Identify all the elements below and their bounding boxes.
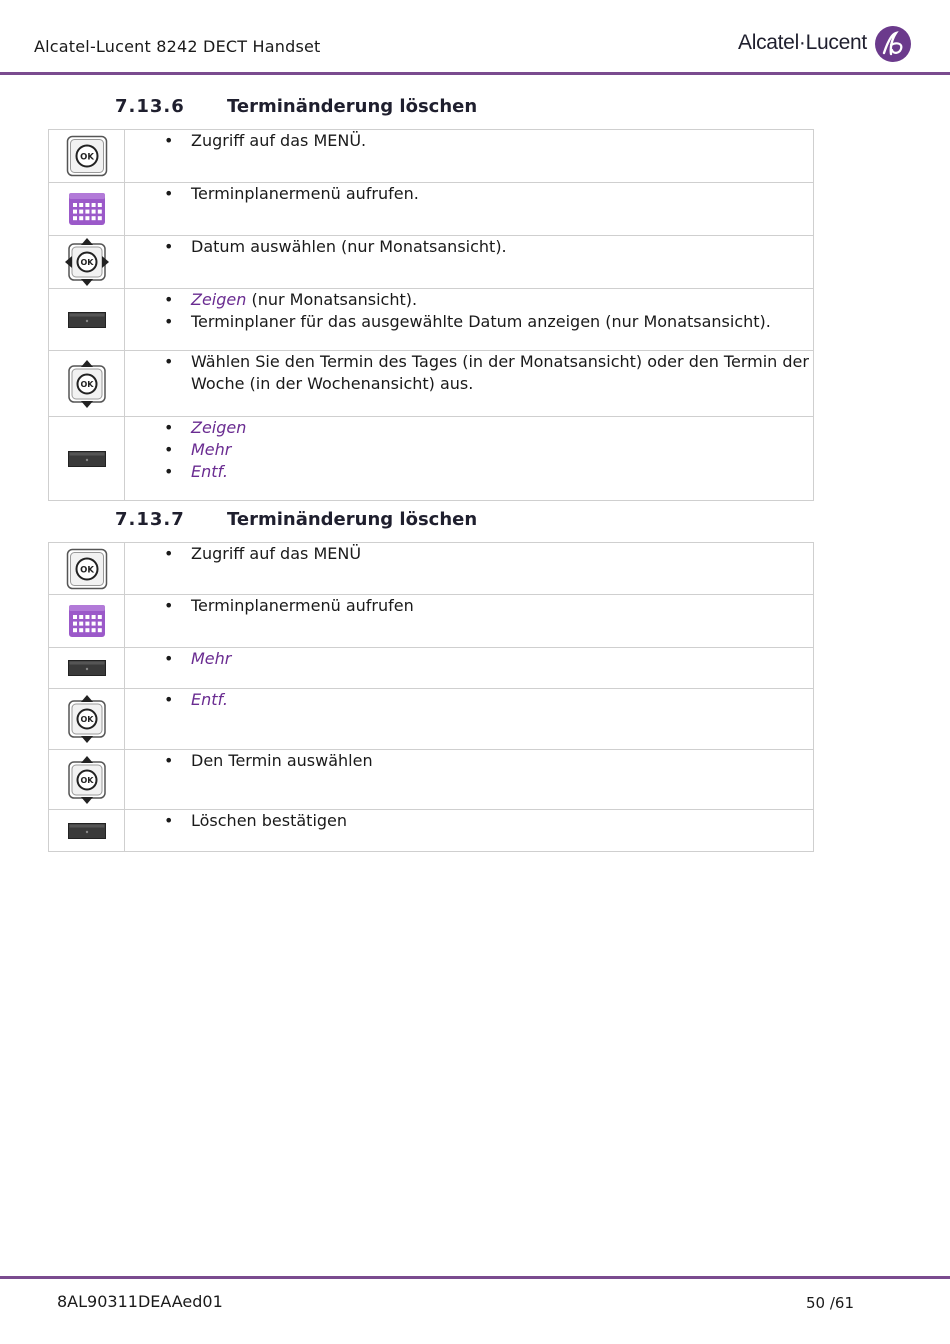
step-text: Terminplanermenü aufrufen [191,596,414,615]
step-bullet-list [125,289,813,333]
step-text: (nur Monatsansicht). [246,290,418,309]
step-bullet-list [125,689,813,711]
step-bullet-item [191,183,813,205]
step-bullet-item [191,595,813,617]
step-row [49,689,814,750]
section-title: Terminänderung löschen [227,96,478,117]
step-bullet-list [125,750,813,772]
step-row [49,595,814,648]
softkey-label: Mehr [191,440,232,459]
step-bullet-list [125,543,813,565]
softkey-label: Zeigen [191,418,247,437]
step-row [49,750,814,810]
header-divider [0,72,950,75]
step-text-cell [125,689,814,750]
navigator-updown-icon [49,360,124,408]
step-bullet-item [191,130,813,152]
step-text: Zugriff auf das MENÜ [191,544,362,563]
softkey-label: Entf. [191,690,228,709]
step-bullet-item [191,461,813,483]
step-bullet-item [191,351,813,395]
step-icon-cell [49,750,125,810]
svg-text:OK: OK [80,258,93,268]
steps-table [48,129,814,501]
step-text-cell [125,351,814,417]
navigator-4way-icon [49,238,124,286]
navigator-updown-icon [49,756,124,804]
svg-text:OK: OK [80,715,93,725]
svg-text:OK: OK [80,775,93,785]
softkey-label: Mehr [191,649,232,668]
step-row [49,130,814,183]
step-icon-cell [49,689,125,750]
softkey-icon [49,312,124,328]
document-reference: 8AL90311DEAAed01 [57,1292,223,1311]
calendar-icon [49,192,124,226]
alcatel-lucent-logo-icon [874,25,912,63]
step-bullet-list [125,648,813,670]
step-icon-cell [49,236,125,289]
step-icon-cell [49,183,125,236]
softkey-icon [49,660,124,676]
step-row [49,351,814,417]
step-icon-cell [49,351,125,417]
svg-text:OK: OK [79,564,94,575]
step-bullet-list [125,183,813,205]
step-text: Den Termin auswählen [191,751,373,770]
section-heading [115,96,477,117]
step-bullet-list [125,417,813,483]
section-heading [115,509,477,530]
step-text-cell [125,543,814,595]
step-icon-cell [49,810,125,852]
step-text-cell [125,750,814,810]
step-text: Zugriff auf das MENÜ. [191,131,367,150]
step-bullet-item [191,236,813,258]
step-icon-cell [49,289,125,351]
step-text-cell [125,130,814,183]
step-bullet-list [125,130,813,152]
page-number: 50 /61 [806,1294,854,1312]
step-bullet-list [125,810,813,832]
step-bullet-item [191,648,813,670]
step-text-cell [125,289,814,351]
brand-logo-text: Alcatel·Lucent [738,31,867,54]
step-bullet-item [191,311,813,333]
step-icon-cell [49,130,125,183]
step-bullet-item [191,439,813,461]
step-text: Datum auswählen (nur Monatsansicht). [191,237,507,256]
step-text-cell [125,595,814,648]
step-text-cell [125,236,814,289]
step-bullet-list [125,595,813,617]
step-icon-cell [49,417,125,501]
svg-text:OK: OK [80,379,93,389]
step-row [49,236,814,289]
step-text-cell [125,648,814,689]
step-icon-cell [49,543,125,595]
brand-logo [738,25,918,65]
section-number: 7.13.6 [115,96,185,117]
softkey-icon [49,451,124,467]
section-title: Terminänderung löschen [227,509,478,530]
ok-key-icon [49,135,124,177]
step-row [49,183,814,236]
step-text: Terminplanermenü aufrufen. [191,184,419,203]
step-bullet-item [191,750,813,772]
step-text: Löschen bestätigen [191,811,348,830]
navigator-updown-icon [49,695,124,743]
step-row [49,810,814,852]
step-bullet-list [125,351,813,395]
softkey-label: Zeigen [191,290,247,309]
step-text: Wählen Sie den Termin des Tages (in der Monatsansicht) oder den Termin der Woche (in der Wochenansicht) aus. [191,352,809,393]
step-bullet-item [191,417,813,439]
step-row [49,289,814,351]
step-bullet-list [125,236,813,258]
step-row [49,417,814,501]
step-text-cell [125,417,814,501]
step-icon-cell [49,595,125,648]
document-title: Alcatel-Lucent 8242 DECT Handset [34,37,321,56]
step-row [49,543,814,595]
softkey-icon [49,823,124,839]
step-icon-cell [49,648,125,689]
step-bullet-item [191,810,813,832]
step-text: Terminplaner für das ausgewählte Datum anzeigen (nur Monatsansicht). [191,312,771,331]
step-text-cell [125,810,814,852]
calendar-icon [49,604,124,638]
softkey-label: Entf. [191,462,228,481]
step-bullet-item [191,543,813,565]
step-bullet-item [191,289,813,311]
step-bullet-item [191,689,813,711]
footer-divider [0,1276,950,1279]
ok-key-icon [49,548,124,590]
steps-table [48,542,814,852]
section-number: 7.13.7 [115,509,185,530]
step-row [49,648,814,689]
svg-text:OK: OK [79,152,94,163]
step-text-cell [125,183,814,236]
